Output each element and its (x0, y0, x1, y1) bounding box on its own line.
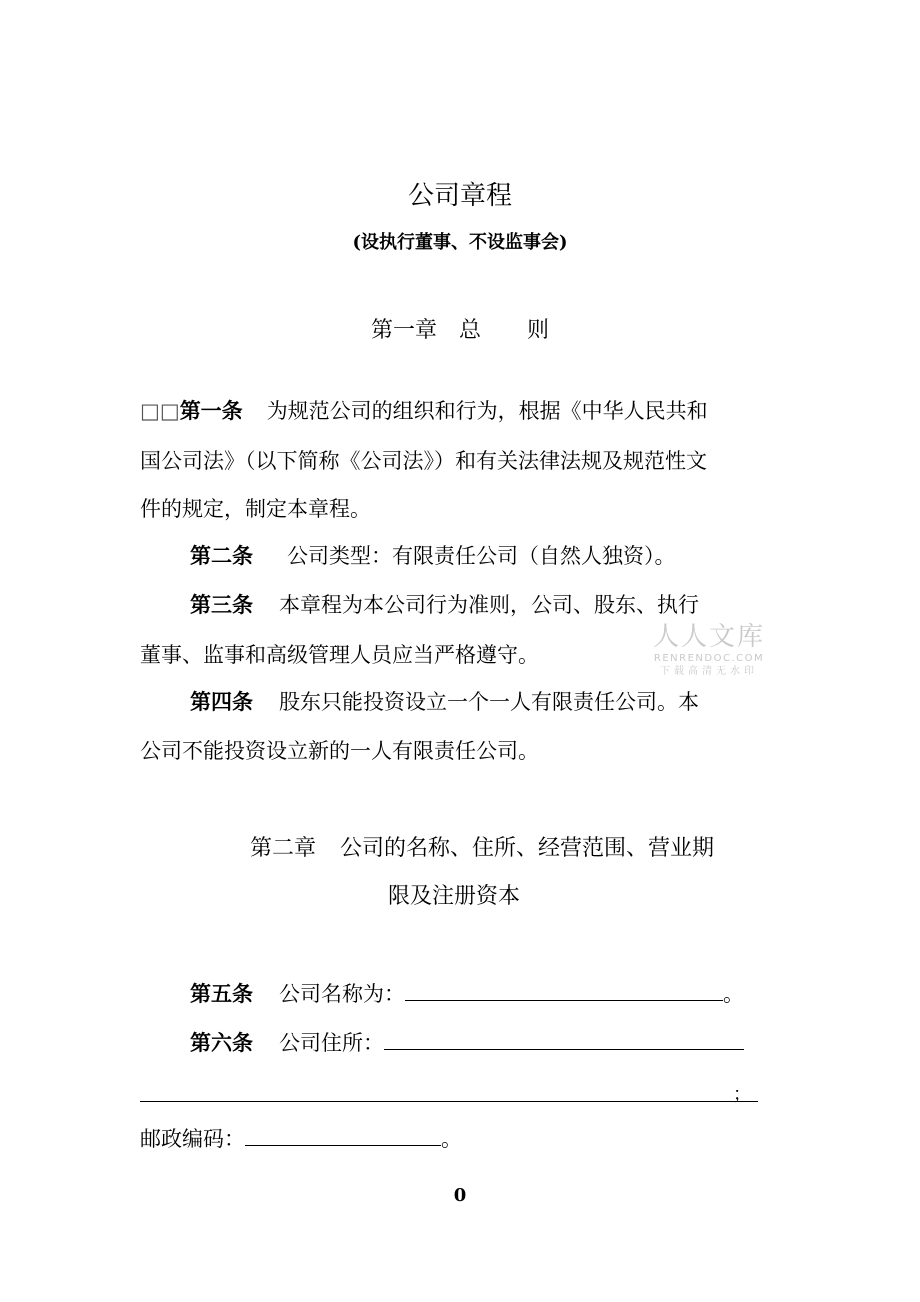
article-4-line-1 (190, 687, 699, 717)
article-3-line-2: 董事、监事和高级管理人员应当严格遵守。 (140, 643, 539, 667)
watermark-brand: 人人文库 (652, 622, 765, 652)
company-name-blank (405, 980, 723, 1001)
article-3-line-1 (190, 590, 699, 620)
chapter-1-heading (0, 313, 920, 344)
chapter-2-heading-line-1 (250, 834, 714, 864)
article-5-text: 公司名称为： (279, 982, 405, 1006)
article-6-end: ； (733, 1084, 751, 1105)
article-2-text: 公司类型：有限责任公司（自然人独资）。 (287, 544, 676, 568)
article-5 (190, 979, 744, 1009)
address-blank-1 (384, 1029, 744, 1050)
article-3-text-1: 本章程为本公司行为准则，公司、股东、执行 (279, 593, 699, 617)
watermark-domain: RENRENDOC.COM (653, 653, 765, 664)
postal-code-blank (245, 1125, 441, 1146)
document-subtitle: (设执行董事、不设监事会) (352, 232, 568, 253)
chapter-1-label: 第一章 (370, 318, 437, 343)
postal-code-end: 。 (441, 1127, 462, 1151)
article-1-label: 第一条 (179, 399, 243, 423)
article-5-label: 第五条 (190, 982, 253, 1006)
article-6-label: 第六条 (190, 1031, 253, 1055)
chapter-1-word-1: 总 (458, 318, 481, 343)
article-4-label: 第四条 (190, 690, 253, 714)
article-2-label: 第二条 (190, 544, 253, 568)
article-5-end: 。 (723, 982, 744, 1006)
article-1-text-1: 为规范公司的组织和行为，根据《中华人民共和 (266, 399, 708, 423)
chapter-1-word-2: 则 (527, 318, 550, 343)
article-1-line-2: 国公司法》（以下简称《公司法》）和有关法律法规及规范性文 (140, 449, 707, 473)
article-2 (190, 541, 676, 571)
article-4-text-1: 股东只能投资设立一个一人有限责任公司。本 (279, 690, 699, 714)
article-1-line-1 (140, 396, 708, 426)
chapter-2-heading-line-2: 限及注册资本 (388, 884, 521, 909)
article-6-text: 公司住所： (279, 1031, 384, 1055)
article-6 (190, 1028, 744, 1058)
article-3-label: 第三条 (190, 593, 253, 617)
article-1-prefix: □□ (140, 399, 180, 423)
watermark-slogan: 下载高清无水印 (660, 666, 758, 677)
postal-code (140, 1124, 462, 1154)
article-4-line-2: 公司不能投资设立新的一人有限责任公司。 (140, 739, 539, 763)
page-number: 0 (453, 1185, 467, 1206)
article-1-line-3: 件的规定，制定本章程。 (140, 497, 371, 521)
document-title: 公司章程 (407, 181, 512, 211)
postal-code-label: 邮政编码： (140, 1127, 245, 1151)
chapter-2-text-1: 公司的名称、住所、经营范围、营业期 (340, 836, 715, 861)
chapter-2-label: 第二章 (250, 836, 317, 861)
address-blank-2 (140, 1101, 758, 1102)
watermark-logo (646, 622, 772, 678)
